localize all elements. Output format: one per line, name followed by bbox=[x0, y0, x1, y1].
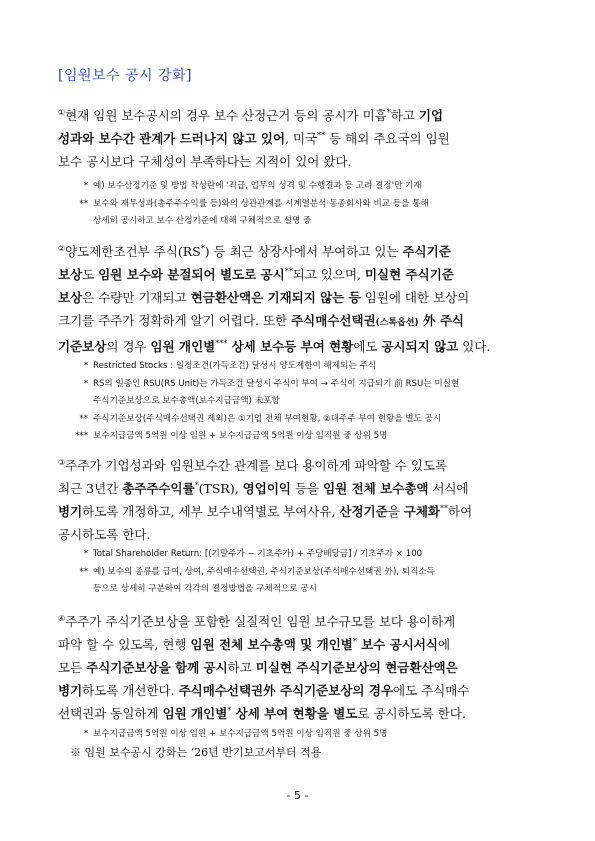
footnote-continuation: 등으로 상세히 구분하여 각각의 결정방법을 구체적으로 공시 bbox=[93, 584, 317, 594]
paragraph-4-line-1: ④주주가 주식기준보상을 포함한 실질적인 임원 보수규모를 보다 용이하게 bbox=[58, 613, 456, 629]
paragraph-2-line-1: ②양도제한조건부 주식(RS*) 등 최근 상장사에서 부여하고 있는 주식기준 bbox=[58, 243, 451, 259]
paragraph-4-line-3: 모든 주식기준보상을 함께 공시하고 미실현 주식기준보상의 현금환산액은 bbox=[58, 660, 458, 675]
footnote: * Restricted Stocks : 일정조건(가득조건) 달성시 양도제한이 해제되는 주식 bbox=[83, 361, 377, 371]
footnotes-3 bbox=[66, 546, 546, 599]
circled-number: ② bbox=[58, 243, 66, 253]
paragraph-2-line-2: 보상도 임원 보수와 분절되어 별도로 공시**되고 있으며, 미실현 주식기준 bbox=[58, 266, 454, 282]
footnote-continuation: 주식기준보상으로 보수총액(보수지급금액) 未포함 bbox=[93, 396, 280, 406]
circled-number: ① bbox=[58, 107, 66, 117]
footnote: * 보수지급금액 5억원 이상 임원 + 보수지급금액 5억원 이상 임직원 중 상위 5명 bbox=[83, 729, 388, 739]
paragraph-4 bbox=[58, 610, 542, 725]
paragraph-3 bbox=[58, 454, 542, 546]
paragraph-2-line-5: 기준보상의 경우 임원 개인별*** 상세 보수등 부여 현황에도 공시되지 않고 있다. bbox=[58, 338, 491, 354]
footnote-marker: ** bbox=[317, 130, 326, 140]
paragraph-4-line-2: 파악 할 수 있도록, 현행 임원 전체 보수총액 및 개인별* 보수 공시서식에 bbox=[58, 636, 451, 652]
paragraph-1-line-1: ①현재 임원 보수공시의 경우 보수 산정근거 등의 공시가 미흡*하고 기업 bbox=[58, 107, 444, 123]
footnote-continuation: 상세히 공시하고 보수 산정기준에 대해 구체적으로 설명 중 bbox=[93, 216, 312, 226]
footnote: ** 보수와 재무성과(총주주수익률 등)와의 상관관계를 시계열분석·동종회사와 비교 등을 통해 bbox=[79, 198, 429, 209]
footnote: *** 보수지급금액 5억원 이상 임원 + 보수지급금액 5억원 이상 임직원 중 상위 5명 bbox=[75, 431, 388, 441]
paragraph-3-line-4: 공시하도록 한다. bbox=[58, 527, 151, 542]
footnote: ** 주식기준보상(주식매수선택권 제외)은 ①기업 전체 부여현황, ②대주주 부여 현황을 별도 공시 bbox=[79, 413, 442, 424]
paragraph-2 bbox=[58, 240, 542, 358]
paragraph-1-line-3: 보수 공시보다 구체성이 부족하다는 지적이 있어 왔다. bbox=[58, 154, 352, 169]
circled-number: ④ bbox=[58, 613, 66, 623]
paragraph-3-line-2: 최근 3년간 총주주수익률*(TSR), 영업이익 등을 임원 전체 보수총액 서식에 bbox=[58, 480, 469, 496]
section-heading: [임원보수 공시 강화] bbox=[58, 68, 193, 84]
remark-note: ※ 임원 보수공시 강화는 ‘26년 반기보고서부터 적용 bbox=[70, 746, 322, 759]
paragraph-1-line-2: 성과와 보수간 관계가 드러나지 않고 있어, 미국** 등 해외 주요국의 임원 bbox=[58, 130, 450, 146]
footnotes-4 bbox=[66, 726, 546, 744]
paragraph-2-line-4: 크기를 주주가 정확하게 알기 어렵다. 또한 주식매수선택권(스톡옵션) 外 주식 bbox=[58, 313, 464, 328]
paragraph-3-line-1: ③주주가 기업성과와 임원보수간 관계를 보다 용이하게 파악할 수 있도록 bbox=[58, 457, 448, 473]
footnote: ** 예) 보수의 종류를 급여, 상여, 주식매수선택권, 주식기준보상(주식매수선택권 外), 퇴직소득 bbox=[79, 566, 435, 577]
footnote-marker: * bbox=[386, 107, 391, 117]
footnote: * RS의 일종인 RSU(RS Unit)는 가득조건 달성시 주식이 부여 → 주식이 지급되기 前 RSU는 미실현 bbox=[83, 378, 460, 389]
footnotes-2 bbox=[66, 358, 546, 446]
footnote: * 예) 보수산정기준 및 방법 작성란에 '직급, 업무의 성격 및 수행결과 등 고려 결정'만 기재 bbox=[83, 181, 422, 191]
circled-number: ③ bbox=[58, 457, 66, 467]
paragraph-1 bbox=[58, 104, 542, 173]
paragraph-3-line-3: 병기하도록 개정하고, 세부 보수내역별로 부여사유, 산정기준을 구체화**하여 bbox=[58, 503, 473, 519]
paragraph-4-line-5: 선택권과 동일하게 임원 개인별* 상세 부여 현황을 별도로 공시하도록 한다. bbox=[58, 705, 466, 721]
footnotes-1 bbox=[66, 178, 546, 231]
paragraph-2-line-3: 보상은 수량만 기재되고 현금환산액은 기재되지 않는 등 임원에 대한 보상의 bbox=[58, 290, 470, 305]
paragraph-4-line-4: 병기하도록 개선한다. 주식매수선택권外 주식기준보상의 경우에도 주식매수 bbox=[58, 683, 470, 698]
page-number: - 5 - bbox=[286, 789, 309, 802]
footnote: * Total Shareholder Return: [(기말주가 − 기초주가) + 주당배당금] / 기초주가 × 100 bbox=[83, 549, 423, 559]
